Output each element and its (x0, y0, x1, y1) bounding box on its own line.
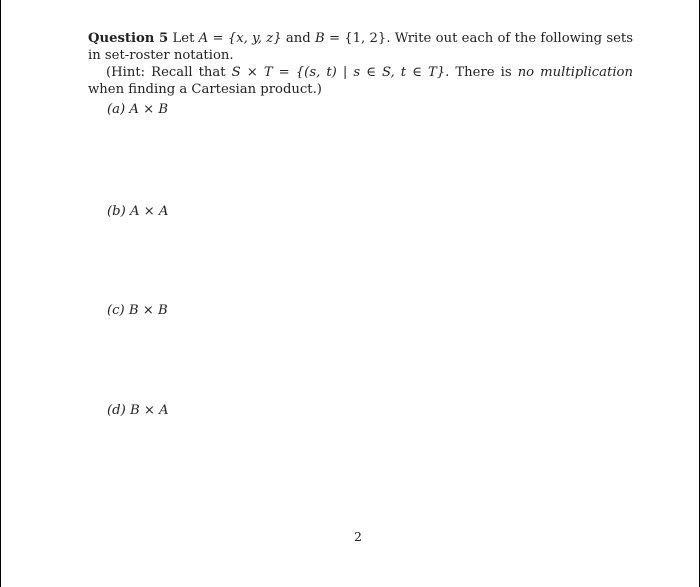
question-label: Question 5 (88, 31, 169, 46)
equals-sign-b: = (324, 31, 345, 46)
hint-emphasis: no multiplication (517, 65, 633, 80)
set-a-symbol: A (198, 31, 209, 46)
document-page (88, 30, 633, 418)
question-statement (88, 30, 633, 64)
question-instruction: . Write out each of the following sets in set-roster notation. (88, 31, 633, 63)
cartesian-product-definition: S × T = {(s, t) | s ∈ S, t ∈ T} (231, 65, 446, 80)
equals-sign-a: = (208, 31, 228, 46)
part-b-expression: A × A (129, 204, 169, 219)
and-word: and (281, 31, 315, 46)
part-d-expression: B × A (129, 403, 169, 418)
set-b-definition: {1, 2} (344, 31, 387, 46)
part-a-expression: A × B (129, 102, 169, 117)
part-c (107, 302, 168, 319)
part-a (107, 101, 168, 118)
part-b-label: (b) (107, 204, 126, 219)
set-a-definition: {x, y, z} (227, 31, 282, 46)
part-d-label: (d) (107, 403, 126, 418)
part-d (107, 402, 169, 419)
hint-middle: . There is (445, 65, 518, 80)
part-b (107, 203, 168, 220)
part-a-label: (a) (107, 102, 126, 117)
part-c-expression: B × B (128, 303, 168, 318)
left-border (0, 0, 1, 587)
intro-let: Let (172, 31, 195, 46)
hint-paragraph (88, 64, 633, 98)
page-number: 2 (354, 529, 362, 544)
set-b-symbol: B (314, 31, 325, 46)
hint-open: (Hint: Recall that (106, 65, 232, 80)
part-c-label: (c) (107, 303, 125, 318)
hint-close: when finding a Cartesian product.) (88, 82, 322, 97)
